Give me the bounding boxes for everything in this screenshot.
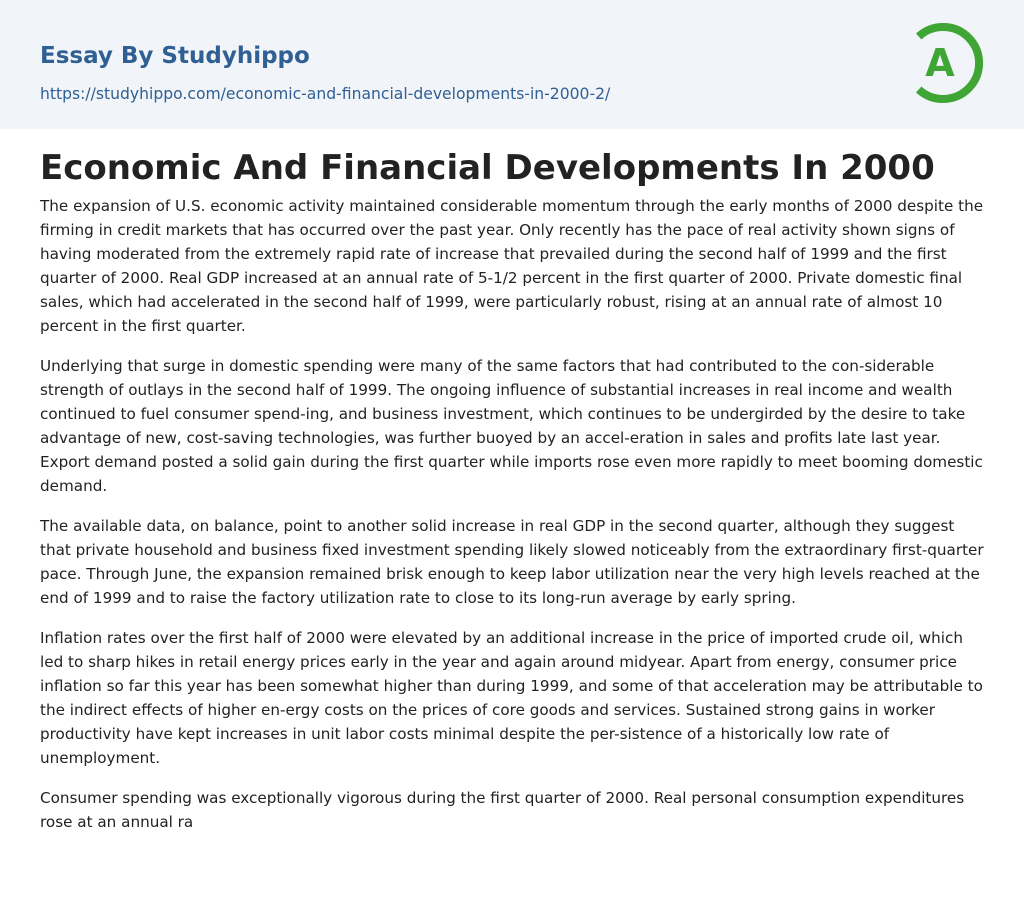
letter-a-ring-logo-icon (910, 18, 988, 108)
brand-title[interactable]: Essay By Studyhippo (40, 43, 310, 69)
logo[interactable] (910, 18, 988, 108)
essay-paragraph: Underlying that surge in domestic spending were many of the same factors that had contributed to the con-siderable strength of outlays in the second half of 1999. The ongoing influence of substantial increases in real income and wealth continued to fuel consumer spend-ing, and business investment, which continues to be undergirded by the desire to take advantage of new, cost-saving technologies, was further buoyed by an accel-eration in sales and profits late last year. Export demand posted a solid gain during the first quarter while imports rose even more rapidly to meet booming domestic demand. (40, 357, 983, 495)
essay-paragraph: Inflation rates over the first half of 2000 were elevated by an additional increase in the price of imported crude oil, which led to sharp hikes in retail energy prices early in the year and again around midyear. Apart from energy, consumer price inflation so far this year has been somewhat higher than during 1999, and some of that acceleration may be attributable to the indirect effects of higher en-ergy costs on the prices of core goods and services. Sustained strong gains in worker productivity have kept increases in unit labor costs minimal despite the per-sistence of a historically low rate of unemployment. (40, 629, 983, 767)
essay-paragraph: The available data, on balance, point to another solid increase in real GDP in the second quarter, although they suggest that private household and business fixed investment spending likely slowed noticeably from the extraordinary first-quarter pace. Through June, the expansion remained brisk enough to keep labor utilization near the very high levels reached at the end of 1999 and to raise the factory utilization rate to close to its long-run average by early spring. (40, 517, 984, 607)
page-title: Economic And Financial Developments In 2000 (40, 148, 935, 188)
logo-letter: A (925, 41, 955, 85)
essay-paragraph: The expansion of U.S. economic activity maintained considerable momentum through the early months of 2000 despite the firming in credit markets that has occurred over the past year. Only recently has the pace of real activity shown signs of having moderated from the extremely rapid rate of increase that prevailed during the second half of 1999 and the first quarter of 2000. Real GDP increased at an annual rate of 5-1/2 percent in the first quarter of 2000. Private domestic final sales, which had accelerated in the second half of 1999, were particularly robust, rising at an annual rate of almost 10 percent in the first quarter. (40, 197, 984, 335)
essay-body (40, 194, 986, 850)
essay-paragraph: Consumer spending was exceptionally vigorous during the first quarter of 2000. Real personal consumption expenditures rose at an annual ra (40, 789, 965, 831)
source-url-link[interactable]: https://studyhippo.com/economic-and-financial-developments-in-2000-2/ (40, 85, 611, 103)
site-header (0, 0, 1024, 129)
